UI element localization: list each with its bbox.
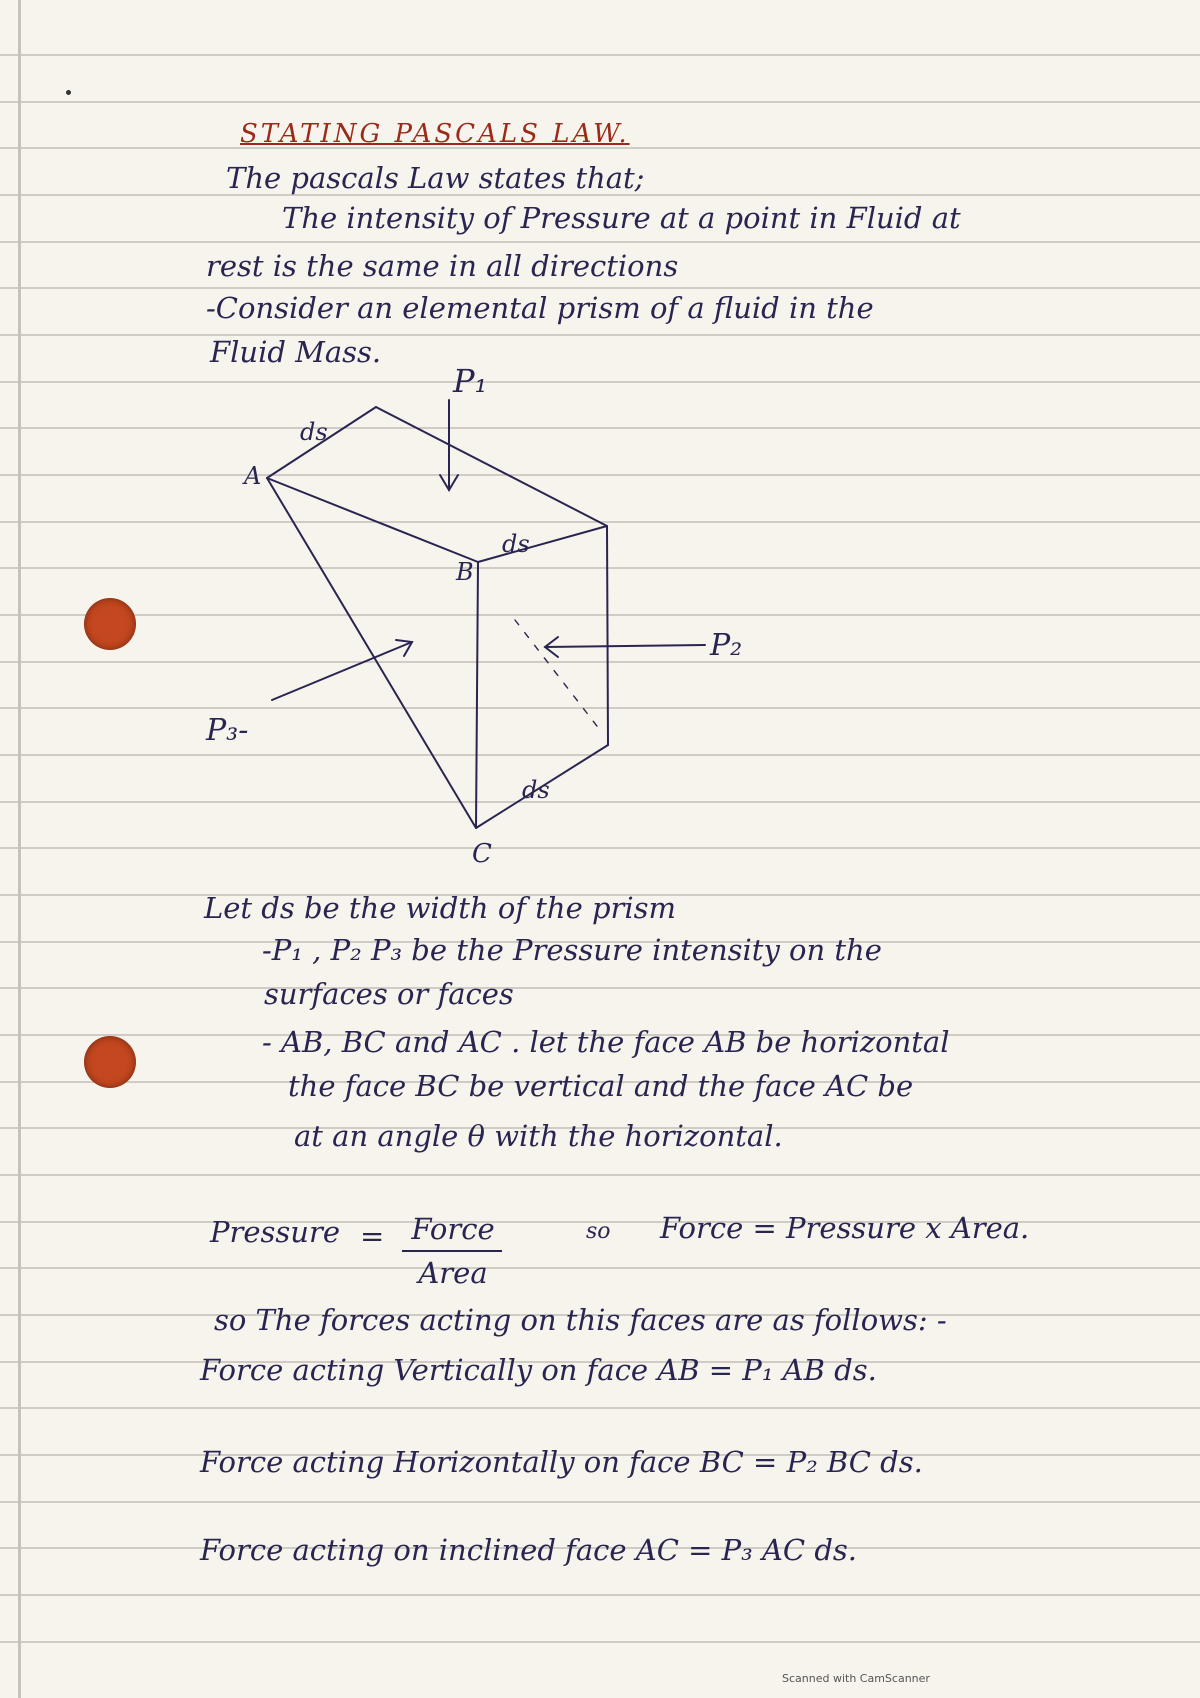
- arrow-p2-shaft: [545, 645, 705, 647]
- formula-lhs: Pressure: [210, 1215, 341, 1249]
- page-title: STATING PASCALS LAW.: [240, 119, 630, 149]
- label-ds-top: ds: [300, 418, 328, 446]
- formula-numerator: Force: [411, 1212, 495, 1246]
- label-p3: P₃-: [206, 713, 249, 748]
- intro-line-5: Fluid Mass.: [210, 335, 382, 369]
- prism-edge-b-c: [476, 562, 478, 828]
- arrow-p3-shaft: [272, 642, 412, 700]
- explanation-line-2: -P₁ , P₂ P₃ be the Pressure intensity on the: [262, 933, 882, 967]
- prism-edge-a-b: [267, 478, 478, 562]
- intro-line-1: The pascals Law states that;: [226, 161, 645, 195]
- formula-rhs: Force = Pressure x Area.: [660, 1211, 1030, 1245]
- label-c: C: [472, 839, 492, 869]
- explanation-line-4: - AB, BC and AC . let the face AB be horizontal: [262, 1025, 950, 1059]
- force-ab: Force acting Vertically on face AB = P₁ AB ds.: [200, 1353, 877, 1387]
- scanner-watermark: Scanned with CamScanner: [782, 1672, 930, 1685]
- explanation-line-6: at an angle θ with the horizontal.: [294, 1119, 783, 1153]
- intro-line-2: The intensity of Pressure at a point in Fluid at: [282, 201, 961, 235]
- intro-line-3: rest is the same in all directions: [206, 249, 679, 283]
- label-p2: P₂: [710, 628, 743, 663]
- formula-denominator: Area: [418, 1256, 488, 1290]
- explanation-line-5: the face BC be vertical and the face AC be: [288, 1069, 914, 1103]
- formula-equals: =: [360, 1219, 385, 1253]
- formula-fraction-bar: [402, 1250, 502, 1252]
- prism-edge-b-right: [478, 526, 607, 562]
- prism-edge-a-c: [267, 478, 476, 828]
- force-ac: Force acting on inclined face AC = P₃ AC ds.: [200, 1533, 858, 1567]
- intro-line-4: -Consider an elemental prism of a fluid in the: [206, 291, 874, 325]
- label-a: A: [244, 462, 262, 490]
- label-b: B: [456, 558, 474, 586]
- formula-therefore: so: [586, 1219, 611, 1244]
- label-p1: P₁: [453, 362, 488, 400]
- forces-heading: so The forces acting on this faces are as follows: -: [214, 1303, 947, 1337]
- explanation-line-1: Let ds be the width of the prism: [204, 891, 677, 925]
- label-ds-bottom: ds: [522, 776, 550, 804]
- prism-edge-right-vertical: [607, 526, 608, 745]
- explanation-line-3: surfaces or faces: [264, 977, 514, 1011]
- label-ds-mid: ds: [502, 530, 530, 558]
- prism-edge-top-back: [376, 407, 607, 526]
- force-bc: Force acting Horizontally on face BC = P₂ BC ds.: [200, 1445, 923, 1479]
